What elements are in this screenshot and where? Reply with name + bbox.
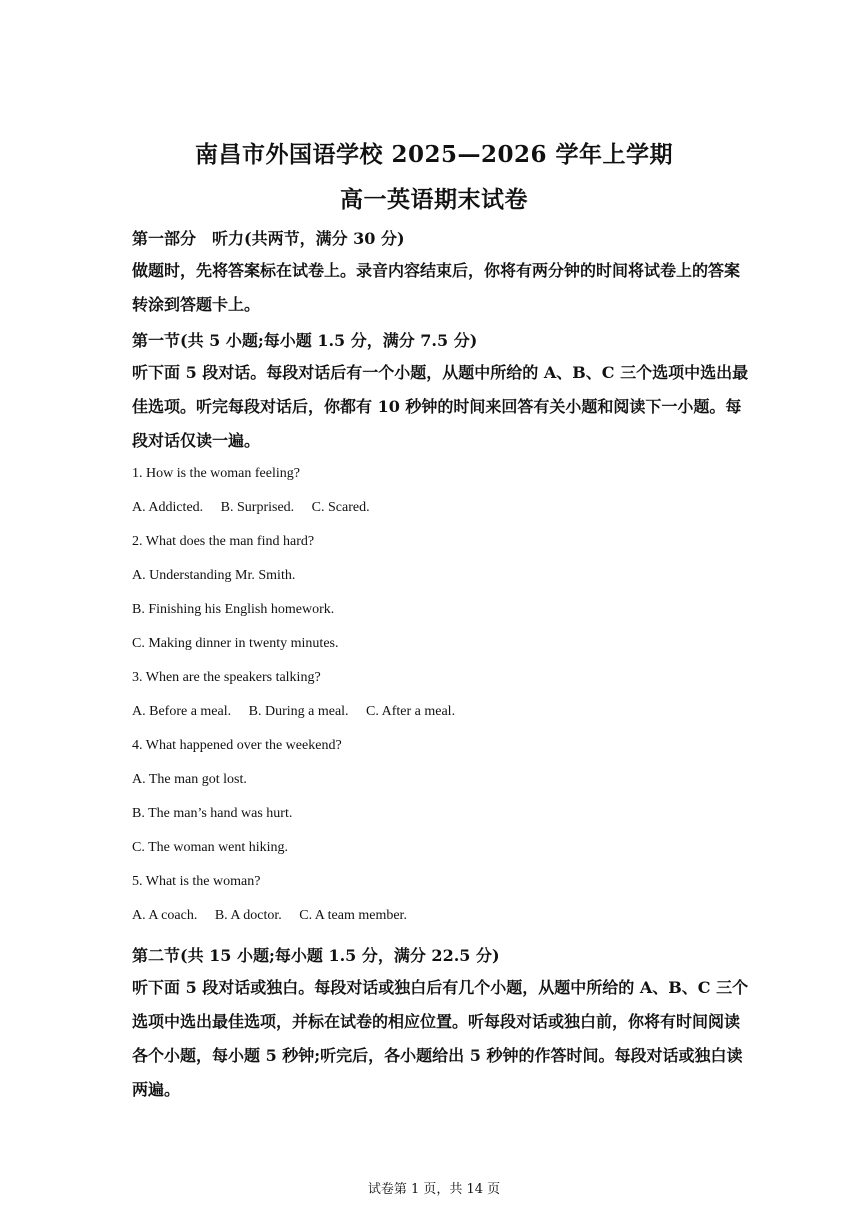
question-5-stem: 5. What is the woman? bbox=[132, 874, 261, 889]
q1-option-a: A. Addicted. bbox=[132, 500, 204, 515]
q3-option-b: B. During a meal. bbox=[248, 704, 349, 719]
section1-heading: 第一节(共 5 小题;每小题 1.5 分，满分 7.5 分) bbox=[132, 331, 478, 350]
exam-title: 南昌市外国语学校 2025—2026 学年上学期 bbox=[194, 141, 674, 168]
q4-option-c: C. The woman went hiking. bbox=[132, 840, 289, 855]
section2-instruction: 听下面 5 段对话或独白。每段对话或独白后有几个小题，从题中所给的 A、B、C 三个选项中选出最佳选项，并标在试卷的相应位置。听每段对话或独白前，你将有时间阅读各个小题，每小题 5 秒钟;听完后，各小题给出 5 秒钟的作答时间。每段对话或独白读两遍。 bbox=[132, 978, 749, 1099]
q3-option-c: C. After a meal. bbox=[366, 704, 456, 719]
part1-heading: 第一部分 听力(共两节，满分 30 分) bbox=[132, 229, 405, 248]
question-1-stem: 1. How is the woman feeling? bbox=[132, 466, 300, 481]
q5-option-b: B. A doctor. bbox=[214, 908, 282, 923]
question-2-stem: 2. What does the man find hard? bbox=[132, 534, 315, 549]
part1-instruction: 做题时，先将答案标在试卷上。录音内容结束后，你将有两分钟的时间将试卷上的答案转涂到答题卡上。 bbox=[132, 261, 741, 314]
section2-heading: 第二节(共 15 小题;每小题 1.5 分，满分 22.5 分) bbox=[132, 946, 500, 965]
q1-option-b: B. Surprised. bbox=[220, 500, 295, 515]
page-footer: 试卷第 1 页，共 14 页 bbox=[367, 1182, 501, 1197]
q5-option-a: A. A coach. bbox=[132, 908, 198, 923]
q5-option-c: C. A team member. bbox=[299, 908, 407, 923]
q3-option-a: A. Before a meal. bbox=[132, 704, 232, 719]
q2-option-c: C. Making dinner in twenty minutes. bbox=[132, 636, 339, 651]
q4-option-a: A. The man got lost. bbox=[132, 772, 247, 787]
question-3-stem: 3. When are the speakers talking? bbox=[132, 670, 321, 685]
exam-subtitle: 高一英语期末试卷 bbox=[340, 186, 528, 213]
q2-option-b: B. Finishing his English homework. bbox=[132, 602, 335, 617]
question-1-options bbox=[132, 500, 384, 516]
section1-instruction: 听下面 5 段对话。每段对话后有一个小题，从题中所给的 A、B、C 三个选项中选出最佳选项。听完每段对话后，你都有 10 秒钟的时间来回答有关小题和阅读下一小题。每段对话仅读一遍。 bbox=[132, 363, 749, 450]
q2-option-a: A. Understanding Mr. Smith. bbox=[132, 568, 296, 583]
question-3-options bbox=[132, 704, 469, 720]
q4-option-b: B. The man’s hand was hurt. bbox=[132, 806, 293, 821]
question-4-stem: 4. What happened over the weekend? bbox=[132, 738, 342, 753]
q1-option-c: C. Scared. bbox=[311, 500, 370, 515]
question-5-options bbox=[132, 908, 421, 924]
